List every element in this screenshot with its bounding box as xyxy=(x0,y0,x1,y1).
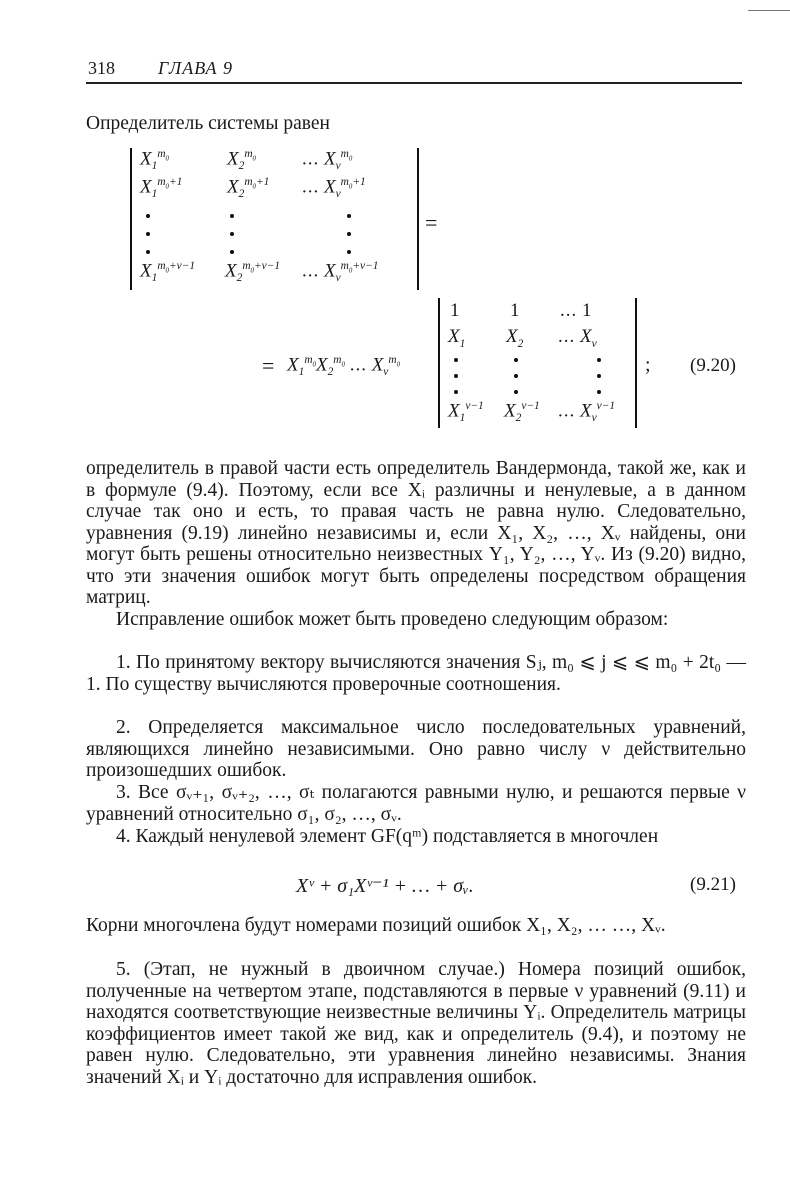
matrix-cell: ... 1 xyxy=(560,300,592,321)
dot xyxy=(514,374,518,378)
equation-label-9-20: (9.20) xyxy=(690,355,736,376)
step-4: 4. Каждый ненулевой элемент GF(qᵐ) подставляется в многочлен xyxy=(116,826,659,847)
matrix-cell: 1 xyxy=(450,300,460,321)
equals-sign: = xyxy=(425,210,438,235)
vandermonde-determinant xyxy=(438,298,637,428)
step-5: 5. (Этап, не нужный в двоичном случае.) Номера позиций ошибок, полученные на четвертом этапе, подставляются в первые ν уравнений (9.11) и находятся соответствующие неизвестные величины Yᵢ. Определитель матрицы коэффициентов имеет такой же вид, как и определитель (9.4), и поэтому не равен нулю. Следовательно, эти уравнения линейно независимы. Знания значений Xᵢ и Yᵢ достаточно для исправления ошибок. xyxy=(86,959,746,1088)
corner-rule xyxy=(748,10,790,11)
dot xyxy=(230,250,234,254)
dot xyxy=(347,232,351,236)
matrix-cell: $X_1^{\nu-1}$ xyxy=(448,400,484,425)
product-factor: $X_1^{m_0}X_2^{m_0}$ ... $X_\nu^{m_0}$ xyxy=(287,354,401,379)
matrix-cell: $X_1^{m_0+1}$ xyxy=(140,176,183,201)
dot xyxy=(146,232,150,236)
dot xyxy=(597,358,601,362)
matrix-cell: $X_2^{m_0+1}$ xyxy=(227,176,270,201)
matrix-cell: ... $X_\nu^{\nu-1}$ xyxy=(558,400,616,425)
matrix-cell: $X_1^{m_0+\nu-1}$ xyxy=(140,260,196,285)
paragraph-procedure-intro: Исправление ошибок может быть проведено следующим образом: xyxy=(116,609,669,630)
running-header xyxy=(86,58,746,88)
step-3: 3. Все σᵥ₊₁, σᵥ₊₂, …, σₜ полагаются равными нулю, и решаются первые ν уравнений относительно σ₁, σ₂, …, σᵥ. xyxy=(86,782,746,825)
matrix-cell: $X_2^{\nu-1}$ xyxy=(504,400,540,425)
matrix-cell: ... $X_\nu$ xyxy=(558,326,597,350)
dot xyxy=(597,390,601,394)
step-2: 2. Определяется максимальное число последовательных уравнений, являющихся линейно независимыми. Оно равно числу ν действительно произошедших ошибок. xyxy=(86,717,746,781)
matrix-cell: $X_1^{m_0}$ xyxy=(140,148,169,173)
matrix-cell: ... $X_\nu^{m_0}$ xyxy=(302,148,353,173)
dot xyxy=(514,358,518,362)
power-determinant xyxy=(130,148,419,290)
header-rule xyxy=(86,82,742,84)
dot xyxy=(597,374,601,378)
matrix-cell: 1 xyxy=(510,300,520,321)
dot xyxy=(347,250,351,254)
dot xyxy=(146,214,150,218)
equals-sign: = xyxy=(262,353,275,378)
dot xyxy=(347,214,351,218)
paragraph-roots: Корни многочлена будут номерами позиций ошибок X₁, X₂, … …, Xᵥ. xyxy=(86,915,666,936)
intro-line: Определитель системы равен xyxy=(86,113,330,134)
dot xyxy=(454,358,458,362)
dot xyxy=(230,232,234,236)
matrix-cell: $X_1$ xyxy=(448,326,466,350)
matrix-cell: $X_2$ xyxy=(506,326,524,350)
step-1: 1. По принятому вектору вычисляются значения Sⱼ, m₀ ⩽ j ⩽ ⩽ m₀ + 2t₀ — 1. По существу вычисляются проверочные соотношения. xyxy=(86,652,746,695)
matrix-cell: ... $X_\nu^{m_0+1}$ xyxy=(302,176,366,201)
page-number: 318 xyxy=(88,58,115,78)
matrix-cell: $X_2^{m_0}$ xyxy=(227,148,256,173)
dot xyxy=(230,214,234,218)
dot xyxy=(454,390,458,394)
dot xyxy=(146,250,150,254)
matrix-cell: ... $X_\nu^{m_0+\nu-1}$ xyxy=(302,260,379,285)
dot xyxy=(454,374,458,378)
equation-label-9-21: (9.21) xyxy=(690,874,736,895)
paragraph-vandermonde: определитель в правой части есть определитель Вандермонда, такой же, как и в формуле (9.4). Поэтому, если все Xᵢ различны и ненулевые, а в данном случае так оно и есть, то правая часть не равна нулю. Следовательно, уравнения (9.19) линейно независимы и, если X₁, X₂, …, Xᵥ найдены, они могут быть решены относительно неизвестных Y₁, Y₂, …, Yᵥ. Из (9.20) видно, что эти значения ошибок могут быть определены посредством обращения матриц. xyxy=(86,458,746,608)
chapter-title: ГЛАВА 9 xyxy=(158,58,233,78)
matrix-cell: $X_2^{m_0+\nu-1}$ xyxy=(225,260,281,285)
semicolon: ; xyxy=(645,354,651,376)
dot xyxy=(514,390,518,394)
polynomial-formula: Xᵛ + σ₁Xᵛ⁻¹ + … + σᵥ. xyxy=(296,875,474,897)
